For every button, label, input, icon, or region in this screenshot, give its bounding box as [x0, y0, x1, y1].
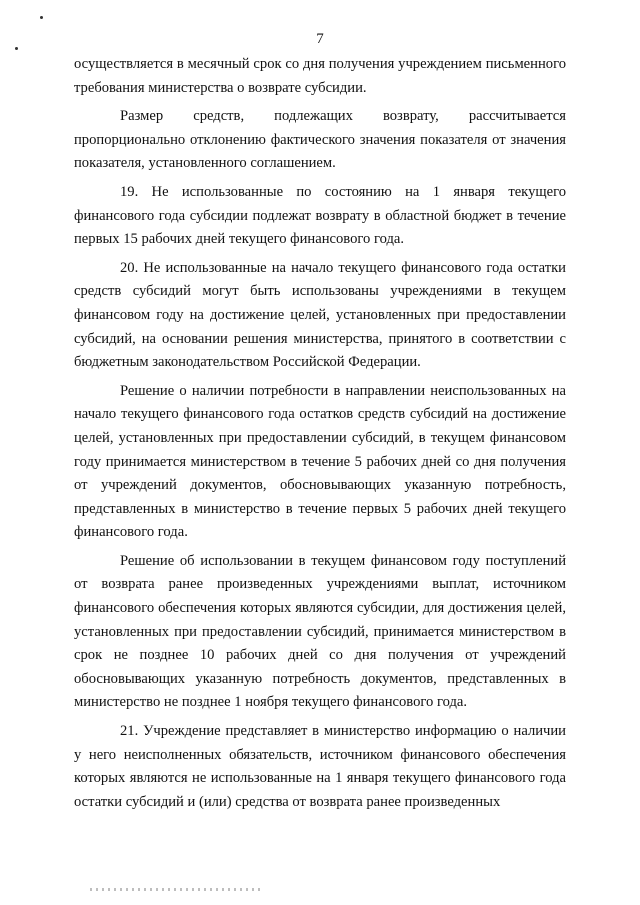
- paragraph-returned-payments-decision: Решение об использовании в текущем финансовом году поступлений от возврата ранее произведенных учреждениями выплат, источником финансового обеспечения которых являются субсидии, для достижения целей, установленных при предоставлении субсидий, принимается министерством в срок не позднее 10 рабочих дней со дня получения от учреждений обосновывающих указанную потребность документов, представленных в министерство не позднее 1 ноября текущего финансового года.: [74, 552, 566, 711]
- scan-noise: [90, 888, 260, 891]
- page-number: 7: [316, 31, 324, 47]
- paragraph-clause-21: 21. Учреждение представляет в министерство информацию о наличии у него неисполненных обязательств, источником финансового обеспечения которых являются не использованные на 1 января текущего финансового года остатки субсидий и (или) средства от возврата ранее произведенных: [74, 723, 566, 810]
- scan-speck: [15, 47, 18, 50]
- paragraph-continuation: осуществляется в месячный срок со дня получения учреждением письменного требования министерства о возврате субсидии.: [74, 56, 566, 96]
- scan-speck: [40, 16, 43, 19]
- document-body: [74, 53, 566, 814]
- paragraph-clause-20: 20. Не использованные на начало текущего финансового года остатки средств субсидий могут быть использованы учреждениями в текущем финансовом году на достижение целей, установленных при предоставлении субсидий, на основании решения министерства, принятого в соответствии с бюджетным законодательством Российской Федерации.: [74, 259, 566, 371]
- paragraph-clause-19: 19. Не использованные по состоянию на 1 января текущего финансового года субсидии подлежат возврату в областной бюджет в течение первых 15 рабочих дней текущего финансового года.: [74, 183, 566, 248]
- paragraph-remaining-funds-decision: Решение о наличии потребности в направлении неиспользованных на начало текущего финансового года остатков средств субсидий на достижение целей, установленных при предоставлении субсидий, в текущем финансовом году принимается министерством в течение 5 рабочих дней со дня получения от учреждений документов, обосновывающих указанную потребность, представленных в министерство в течение первых 5 рабочих дней текущего финансового года.: [74, 382, 566, 541]
- paragraph-refund-amount: Размер средств, подлежащих возврату, рассчитывается пропорционально отклонению фактического значения показателя от значения показателя, установленного соглашением.: [74, 108, 566, 172]
